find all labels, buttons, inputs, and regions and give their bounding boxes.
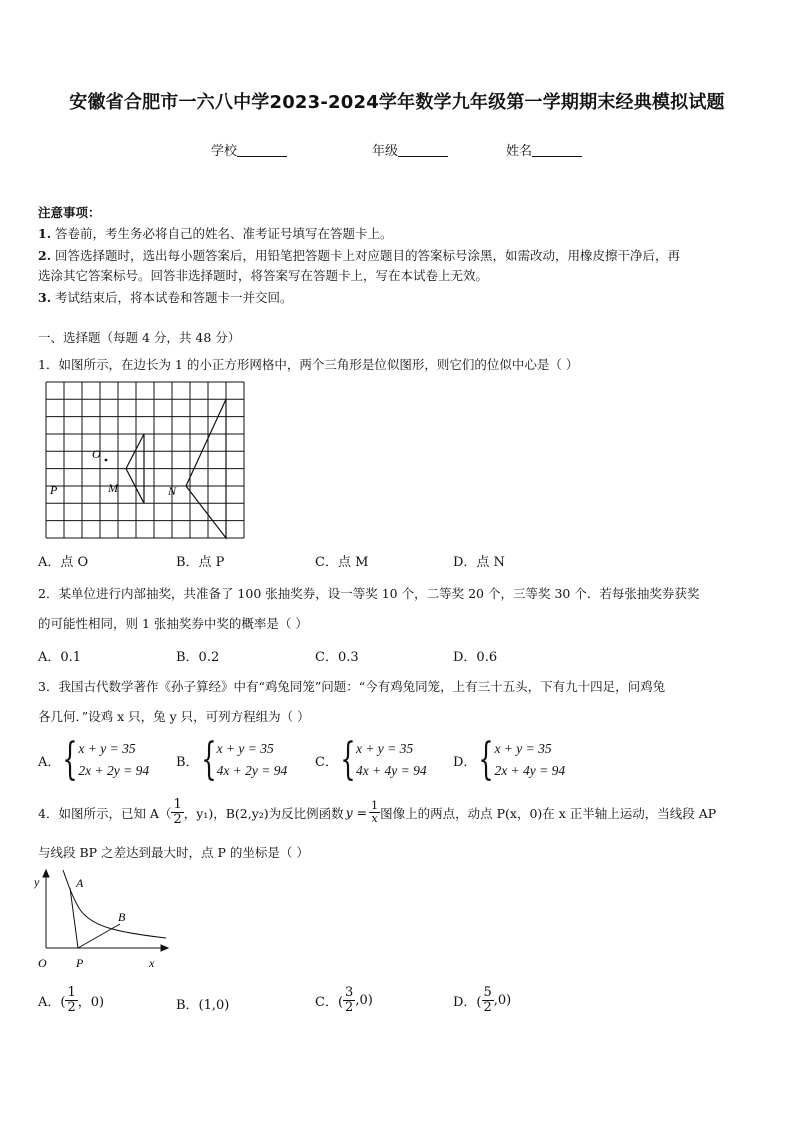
q3-option-b[interactable]: B． { x + y = 35 4x + 2y = 94 [176,734,288,785]
fraction: $\frac{3}{2}$ [345,985,354,1015]
section-heading: 一、选择题（每题 4 分，共 48 分） [38,330,241,345]
q4-option-d[interactable]: D．( $\frac{5}{2}$ ,0) [453,985,512,1015]
q2-option-a[interactable]: A．0.1 [38,650,82,665]
fraction: $\frac{1}{2}$ [67,985,76,1015]
label-p: P [76,956,84,970]
question-4-stem-line2: 与线段 BP 之差达到最大时，点 P 的坐标是（ ） [38,845,309,860]
q1-option-c[interactable]: C．点 M [315,555,369,570]
q3-option-d[interactable]: D． { x + y = 35 2x + 4y = 94 [453,734,566,785]
equation-system: x + y = 35 2x + 4y = 94 [494,741,566,778]
label-o: O [38,956,47,970]
label-m: M [108,481,118,495]
fraction: $\frac{1}{2}$ [173,797,182,827]
equation-system: x + y = 35 2x + 2y = 94 [78,741,150,778]
q1-option-a[interactable]: A．点 O [38,555,89,570]
grade-label: 年级 [372,144,399,159]
brace-icon: { [340,734,356,785]
q4-option-a[interactable]: A．( $\frac{1}{2}$ ，0) [38,985,105,1015]
equation-system: x + y = 35 4x + 4y = 94 [355,741,427,778]
question-3-stem-line1: 3．我国古代数学著作《孙子算经》中有“鸡兔同笼”问题：“今有鸡兔同笼，上有三十五头，下有九十四足，问鸡兔 [38,679,666,694]
question-3-stem-line2: 各几何．”设鸡 x 只，兔 y 只，可列方程组为（ ） [38,709,310,724]
page-title: 安徽省合肥市一六八中学2023-2024学年数学九年级第一学期期末经典模拟试题 [69,92,725,113]
y-axis-arrow-icon [43,870,49,877]
q2-option-b[interactable]: B．0.2 [176,650,220,665]
segment-bp [78,924,120,948]
point-o-dot [105,459,108,462]
brace-icon: { [478,734,495,785]
label-y: y [34,875,40,889]
q2-option-d[interactable]: D．0.6 [453,650,498,665]
label-a: A [76,876,84,890]
grade-blank [398,144,448,157]
label-n: N [168,484,177,498]
q2-option-c[interactable]: C．0.3 [315,650,359,665]
notice-item: 2. 回答选择题时，选出每小题答案后，用铅笔把答题卡上对应题目的答案标号涂黑，如需改动，用橡皮擦干净后，再 [38,248,681,263]
question-4-stem-line1: 4．如图所示，已知 A（ $\frac{1}{2}$ ，y₁)，B(2,y₂)为反比例函数 y = $\frac{1}{x}$ 图像上的两点，动点 P(x，0)在 x 正半轴上运动，当线段 AP [38,797,717,827]
question-2-stem-line1: 2．某单位进行内部抽奖，共准备了 100 张抽奖券，设一等奖 10 个，二等奖 20 个，三等奖 30 个．若每张抽奖券获奖 [38,586,700,601]
q4-option-b[interactable]: B．(1,0) [176,998,230,1013]
name-blank [532,144,582,157]
school-blank [237,144,287,157]
q3-option-a[interactable]: A． { x + y = 35 2x + 2y = 94 [38,734,150,785]
notice-item: 1. 答卷前，考生务必将自己的姓名、准考证号填写在答题卡上。 [38,226,393,241]
grid-lines [46,382,244,538]
fraction: $\frac{5}{2}$ [483,985,492,1015]
equation-system: x + y = 35 4x + 2y = 94 [216,741,288,778]
label-p: P [50,483,58,497]
label-b: B [118,910,126,924]
school-field [211,140,287,159]
notice-heading: 注意事项： [38,205,101,220]
school-label: 学校 [211,144,238,159]
question-2-stem-line2: 的可能性相同，则 1 张抽奖券中奖的概率是（ ） [38,616,308,631]
fraction: $\frac{1}{x}$ [371,799,379,825]
q3-option-c[interactable]: C． { x + y = 35 4x + 4y = 94 [315,734,427,785]
brace-icon: { [62,734,79,785]
label-o: O [92,447,101,461]
q1-option-b[interactable]: B．点 P [176,555,225,570]
q4-option-c[interactable]: C．( $\frac{3}{2}$ ,0) [315,985,373,1015]
q4-graph-figure [34,866,174,976]
q1-option-d[interactable]: D．点 N [453,555,505,570]
question-1-stem: 1．如图所示，在边长为 1 的小正方形网格中，两个三角形是位似图形，则它们的位似中心是（ ） [38,357,579,372]
x-axis-arrow-icon [161,945,168,951]
name-field [506,140,582,159]
notice-item: 3. 考试结束后，将本试卷和答题卡一并交回。 [38,290,293,305]
q1-grid-figure [40,378,250,544]
name-label: 姓名 [506,144,533,159]
label-x: x [149,956,155,970]
notice-item: 选涂其它答案标号。回答非选择题时，将答案写在答题卡上，写在本试卷上无效。 [38,268,489,283]
brace-icon: { [200,734,217,785]
grade-field [372,140,448,159]
